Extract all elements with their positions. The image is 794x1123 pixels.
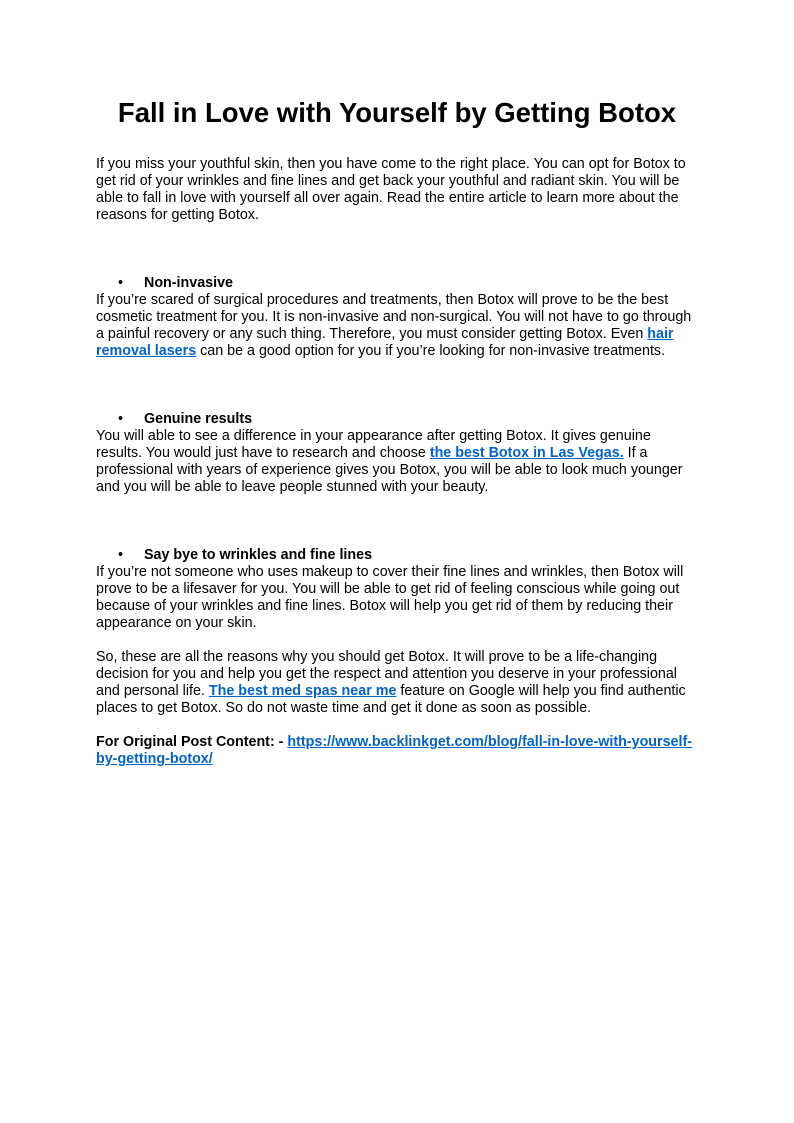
best-botox-las-vegas-link[interactable]: the best Botox in Las Vegas. [429,445,624,461]
bullet-icon: • [118,275,124,291]
section-heading-text: Non-invasive [144,275,233,291]
page-title: Fall in Love with Yourself by Getting Botox [117,97,677,128]
hair-removal-lasers-link[interactable]: hair removal lasers [96,326,674,359]
section-genuine-results [96,411,698,496]
section-body-text: You will able to see a difference in your appearance after getting Botox. It gives genuine results. You would just have to research and choose [96,428,651,461]
section-body-text: If a professional with years of experience gives you Botox, you will be able to look much younger and you will be able to leave people stunned with your beauty. [96,445,683,495]
source-label: For Original Post Content: - [96,734,288,750]
section-heading [96,411,698,428]
closing-paragraph [96,649,698,717]
section-heading [96,275,698,292]
section-body-text: If you’re scared of surgical procedures and treatments, then Botox will prove to be the best cosmetic treatment for you. It is non-invasive and non-surgical. You will not have to go through a painful recovery or any such thing. Therefore, you must consider getting Botox. Even [96,292,692,342]
section-body-text: can be a good option for you if you’re looking for non-invasive treatments. [196,343,666,359]
source-url-link[interactable]: https://www.backlinkget.com/blog/fall-in-love-with-yourself-by-getting-botox/ [96,734,692,767]
section-heading [96,547,698,564]
section-body [96,292,698,360]
section-wrinkles [96,547,698,632]
med-spas-near-me-link[interactable]: The best med spas near me [208,683,397,699]
closing-text: So, these are all the reasons why you should get Botox. It will prove to be a life-changing decision for you and help you get the respect and attention you deserve in your professional and personal life. [96,649,677,699]
bullet-icon: • [118,547,124,563]
section-body [96,428,698,496]
section-heading-text: Genuine results [144,411,253,427]
bullet-icon: • [118,411,124,427]
section-body: If you’re not someone who uses makeup to cover their fine lines and wrinkles, then Botox will prove to be a lifesaver for you. You will be able to get rid of feeling conscious while going out because of your wrinkles and fine lines. Botox will help you get rid of them by reducing their appearance on your skin. [96,564,684,631]
section-heading-text: Say bye to wrinkles and fine lines [144,547,373,563]
section-non-invasive [96,275,698,360]
closing-text: feature on Google will help you find authentic places to get Botox. So do not waste time and get it done as soon as possible. [96,683,686,716]
intro-paragraph: If you miss your youthful skin, then you have come to the right place. You can opt for Botox to get rid of your wrinkles and fine lines and get back your youthful and radiant skin. You will be able to fall in love with yourself all over again. Read the entire article to learn more about the reasons for getting Botox. [96,156,686,223]
source-line [96,734,698,768]
